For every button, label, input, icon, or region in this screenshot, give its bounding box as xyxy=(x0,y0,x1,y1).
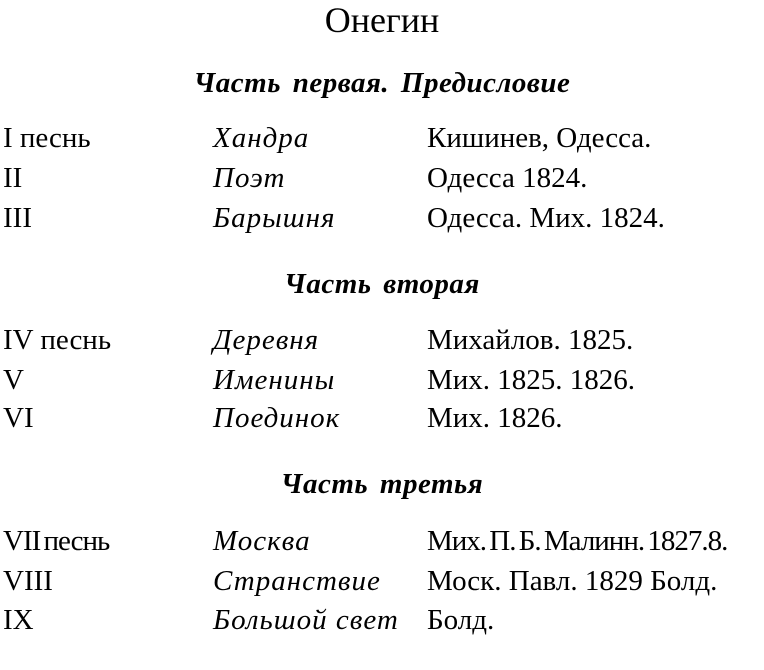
table-row xyxy=(0,360,764,400)
part-heading-2: Часть вторая xyxy=(284,268,480,300)
canto-title: Именины xyxy=(213,364,336,396)
table-row xyxy=(0,600,764,670)
page-title: Онегин xyxy=(324,0,440,40)
canto-place: Моск. Павл. 1829 Болд. xyxy=(427,565,718,597)
table-row xyxy=(0,198,764,238)
canto-place: Болд. xyxy=(427,604,495,636)
canto-place: Одесса 1824. xyxy=(427,162,588,194)
part-heading-3: Часть третья xyxy=(280,468,484,500)
canto-number: IV песнь xyxy=(3,324,112,356)
table-row xyxy=(0,158,764,198)
canto-place: Мих. 1825. 1826. xyxy=(427,364,636,396)
table-row xyxy=(0,521,764,561)
table-row xyxy=(0,320,764,360)
canto-title: Большой свет xyxy=(213,604,399,636)
canto-number: V xyxy=(3,364,24,396)
canto-number: VIII xyxy=(3,565,53,597)
canto-title: Москва xyxy=(213,525,311,557)
canto-title: Барышня xyxy=(213,202,336,234)
canto-number: II xyxy=(3,162,23,194)
canto-title: Хандра xyxy=(213,122,310,154)
canto-number: VII песнь xyxy=(3,525,110,557)
table-row xyxy=(0,398,764,438)
part-heading-1: Часть первая. Предисловие xyxy=(193,67,571,99)
canto-title: Странствие xyxy=(213,565,381,597)
table-row xyxy=(0,118,764,158)
canto-number: IX xyxy=(3,604,34,636)
canto-title: Деревня xyxy=(213,324,320,356)
canto-place: Мих. П. Б. Малинн. 1827.8. xyxy=(427,525,728,557)
canto-number: VI xyxy=(3,402,34,434)
canto-place: Одесса. Мих. 1824. xyxy=(427,202,665,234)
table-row xyxy=(0,561,764,601)
canto-place: Кишинев, Одесса. xyxy=(427,122,652,154)
canto-title: Поэт xyxy=(213,162,286,194)
canto-number: III xyxy=(3,202,32,234)
canto-title: Поединок xyxy=(213,402,341,434)
canto-place: Мих. 1826. xyxy=(427,402,563,434)
canto-number: I песнь xyxy=(3,122,91,154)
canto-place: Михайлов. 1825. xyxy=(427,324,634,356)
